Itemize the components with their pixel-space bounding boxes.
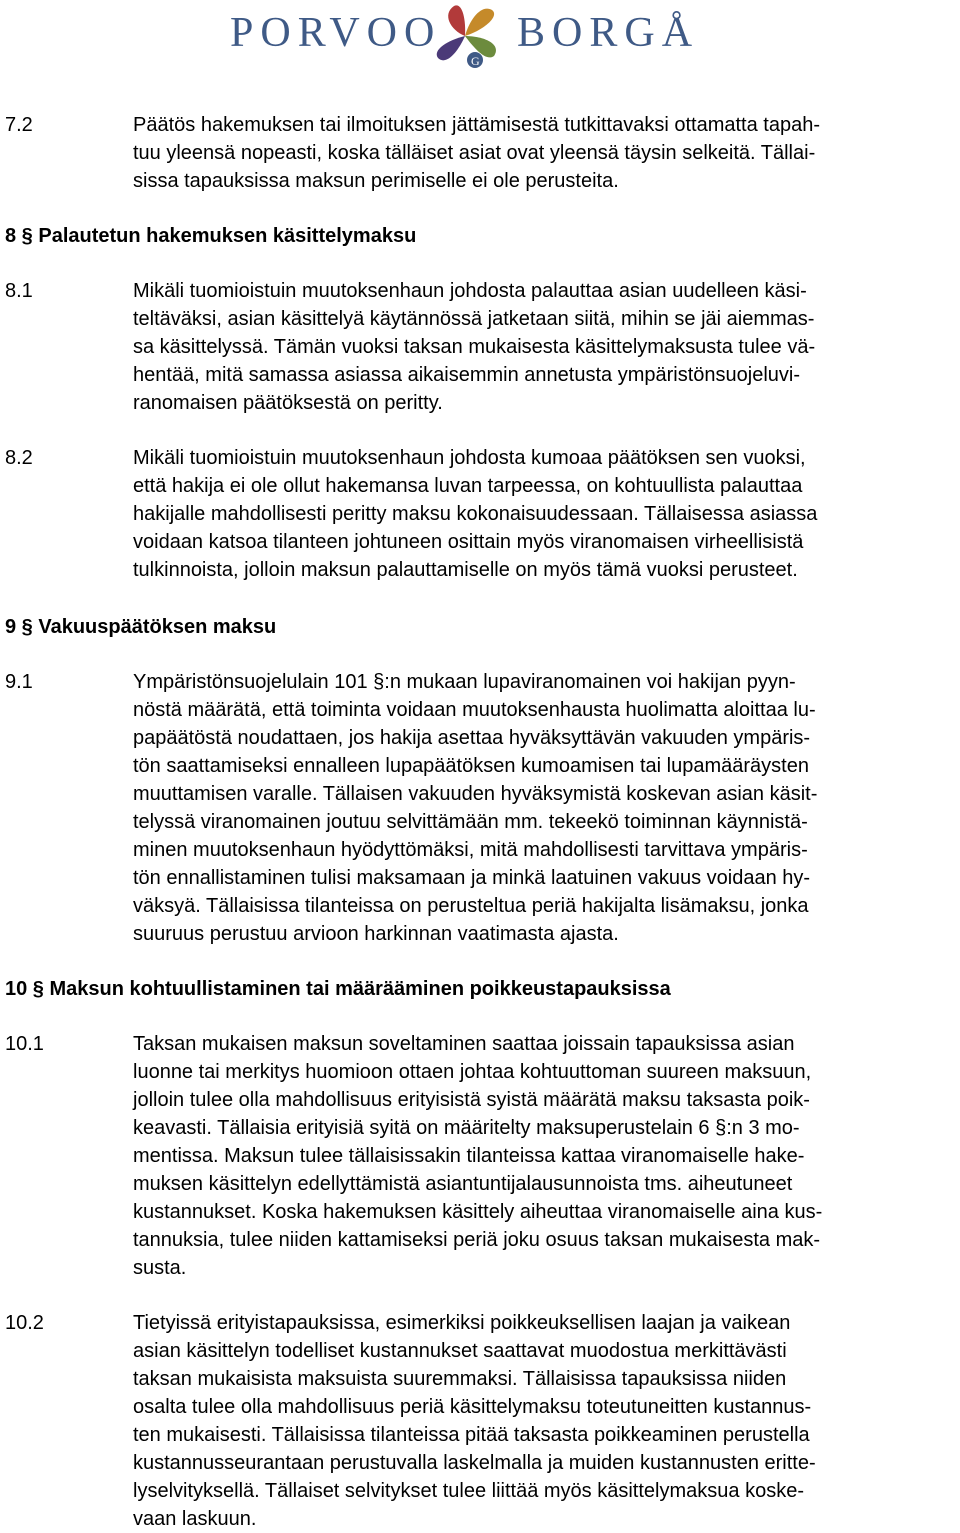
- text-line: mentissa. Maksun tulee tällaisissakin tilanteissa kattaa viranomaiselle hake-: [133, 1145, 805, 1167]
- section-10-2: [5, 1309, 955, 1533]
- text-line: tön ennallistaminen tulisi maksamaan ja minkä laatuinen vakuus voidaan hy-: [133, 867, 811, 889]
- text-line: Päätös hakemuksen tai ilmoituksen jättämisestä tutkittavaksi ottamatta tapah-: [133, 114, 821, 136]
- section-text: [133, 277, 955, 417]
- text-line: osalta tulee olla mahdollisuus periä käsittelymaksu toteutuneitten kustannus-: [133, 1396, 812, 1418]
- section-number: 10.1: [5, 1033, 44, 1055]
- section-number: 8.2: [5, 447, 33, 469]
- text-line: tulkinnoista, jolloin maksun palauttamiselle on myös tämä vuoksi perusteet.: [133, 559, 798, 581]
- section-8-2: [5, 444, 955, 584]
- svg-text:G: G: [471, 54, 480, 68]
- document-body: [5, 111, 955, 1533]
- text-line: hentää, mitä samassa asiassa aikaisemmin annetusta ympäristönsuojeluvi-: [133, 364, 800, 386]
- section-number: 9.1: [5, 671, 33, 693]
- text-line: luonne tai merkitys huomioon ottaen johtaa kohtuuttoman suureen maksuun,: [133, 1061, 812, 1083]
- text-line: ten mukaisesti. Tällaisissa tilanteissa pitää taksasta poikkeaminen perustella: [133, 1424, 810, 1446]
- section-text: [133, 444, 955, 584]
- text-line: että hakija ei ole ollut hakemansa luvan tarpeessa, on kohtuullista palauttaa: [133, 475, 803, 497]
- text-line: tuu yleensä nopeasti, koska tälläiset asiat ovat yleensä täysin selkeitä. Tällai-: [133, 142, 816, 164]
- text-line: sissa tapauksissa maksun perimiselle ei ole perusteita.: [133, 170, 619, 192]
- section-9-1: [5, 668, 955, 948]
- text-line: sa käsittelyssä. Tämän vuoksi taksan mukaisesta käsittelymaksusta tulee vä-: [133, 336, 816, 358]
- text-line: hakijalle mahdollisesti peritty maksu kokonaisuudessaan. Tällaisessa asiassa: [133, 503, 818, 525]
- text-line: Mikäli tuomioistuin muutoksenhaun johdosta palauttaa asian uudelleen käsi-: [133, 280, 807, 302]
- text-line: tön saattamiseksi ennalleen lupapäätöksen kumoamisen tai lupamääräysten: [133, 755, 809, 777]
- heading-section-10: 10 § Maksun kohtuullistaminen tai määrääminen poikkeustapauksissa: [5, 978, 671, 1000]
- text-line: nöstä määrätä, että toiminta voidaan muutoksenhausta huolimatta aloittaa lu-: [133, 699, 816, 721]
- section-10-1: [5, 1030, 955, 1282]
- text-line: kustannukset. Koska hakemuksen käsittely aiheuttaa viranomaiselle aina kus-: [133, 1201, 823, 1223]
- text-line: asian käsittelyn todelliset kustannukset saattavat muodostua merkittävästi: [133, 1340, 787, 1362]
- section-8-1: [5, 277, 955, 417]
- section-text: [133, 668, 955, 948]
- text-line: muuttamisen varalle. Tällaisen vakuuden hyväksymistä koskevan asian käsit-: [133, 783, 818, 805]
- logo-text-porvoo: PORVOO: [230, 10, 442, 56]
- text-line: ranomaisen päätöksestä on peritty.: [133, 392, 443, 414]
- logo-text-borga: BORGÅ: [517, 10, 700, 56]
- page-header: [0, 0, 960, 80]
- text-line: voidaan katsoa tilanteen johtuneen osittain myös viranomaisen virheellisistä: [133, 531, 804, 553]
- text-line: Ympäristönsuojelulain 101 §:n mukaan lupaviranomainen voi hakijan pyyn-: [133, 671, 796, 693]
- text-line: muksen käsittelyn edellyttämistä asiantuntijalausunnoista tms. aiheutuneet: [133, 1173, 793, 1195]
- text-line: kustannusseurantaan perustuvalla laskelmalla ja muiden kustannusten eritte-: [133, 1452, 816, 1474]
- text-line: taksan mukaisista maksuista suuremmaksi. Tällaisissa tapauksissa niiden: [133, 1368, 787, 1390]
- text-line: keavasti. Tällaisia erityisiä syitä on määritelty maksuperustelain 6 §:n 3 mo-: [133, 1117, 800, 1139]
- text-line: tannuksia, tulee niiden kattamiseksi periä joku osuus taksan mukaisesta mak-: [133, 1229, 821, 1251]
- text-line: papäätöstä noudattaen, jos hakija asettaa hyväksyttävän vakuuden ympäris-: [133, 727, 811, 749]
- text-line: telyssä viranomainen joutuu selvittämään mm. tekeekö toiminnan käynnistä-: [133, 811, 808, 833]
- section-number: 10.2: [5, 1312, 44, 1334]
- section-number: 7.2: [5, 114, 33, 136]
- porvoo-borga-logo-icon: [420, 0, 510, 72]
- text-line: Mikäli tuomioistuin muutoksenhaun johdosta kumoaa päätöksen sen vuoksi,: [133, 447, 806, 469]
- heading-section-9: 9 § Vakuuspäätöksen maksu: [5, 616, 277, 638]
- text-line: minen muutoksenhaun hyödyttömäksi, mitä mahdollisesti tarvittava ympäris-: [133, 839, 808, 861]
- text-line: vaan laskuun.: [133, 1508, 257, 1530]
- section-text: [133, 1309, 955, 1533]
- heading-section-8: 8 § Palautetun hakemuksen käsittelymaksu: [5, 225, 417, 247]
- text-line: Tietyissä erityistapauksissa, esimerkiksi poikkeuksellisen laajan ja vaikean: [133, 1312, 791, 1334]
- section-text: [133, 111, 955, 195]
- text-line: jolloin tulee olla mahdollisuus erityisistä syistä määrätä maksu taksasta poik-: [133, 1089, 810, 1111]
- text-line: teltäväksi, asian käsittelyä käytännössä jatketaan siitä, mihin se jäi aiemmas-: [133, 308, 815, 330]
- text-line: väksyä. Tällaisissa tilanteissa on perusteltua periä hakijalta lisämaksu, jonka: [133, 895, 809, 917]
- text-line: suuruus perustuu arvioon harkinnan vaatimasta ajasta.: [133, 923, 619, 945]
- section-7-2: [5, 111, 955, 195]
- section-text: [133, 1030, 955, 1282]
- text-line: lyselvityksellä. Tällaiset selvitykset tulee liittää myös käsittelymaksua koske-: [133, 1480, 804, 1502]
- section-number: 8.1: [5, 280, 33, 302]
- text-line: Taksan mukaisen maksun soveltaminen saattaa joissain tapauksissa asian: [133, 1033, 795, 1055]
- text-line: susta.: [133, 1257, 187, 1279]
